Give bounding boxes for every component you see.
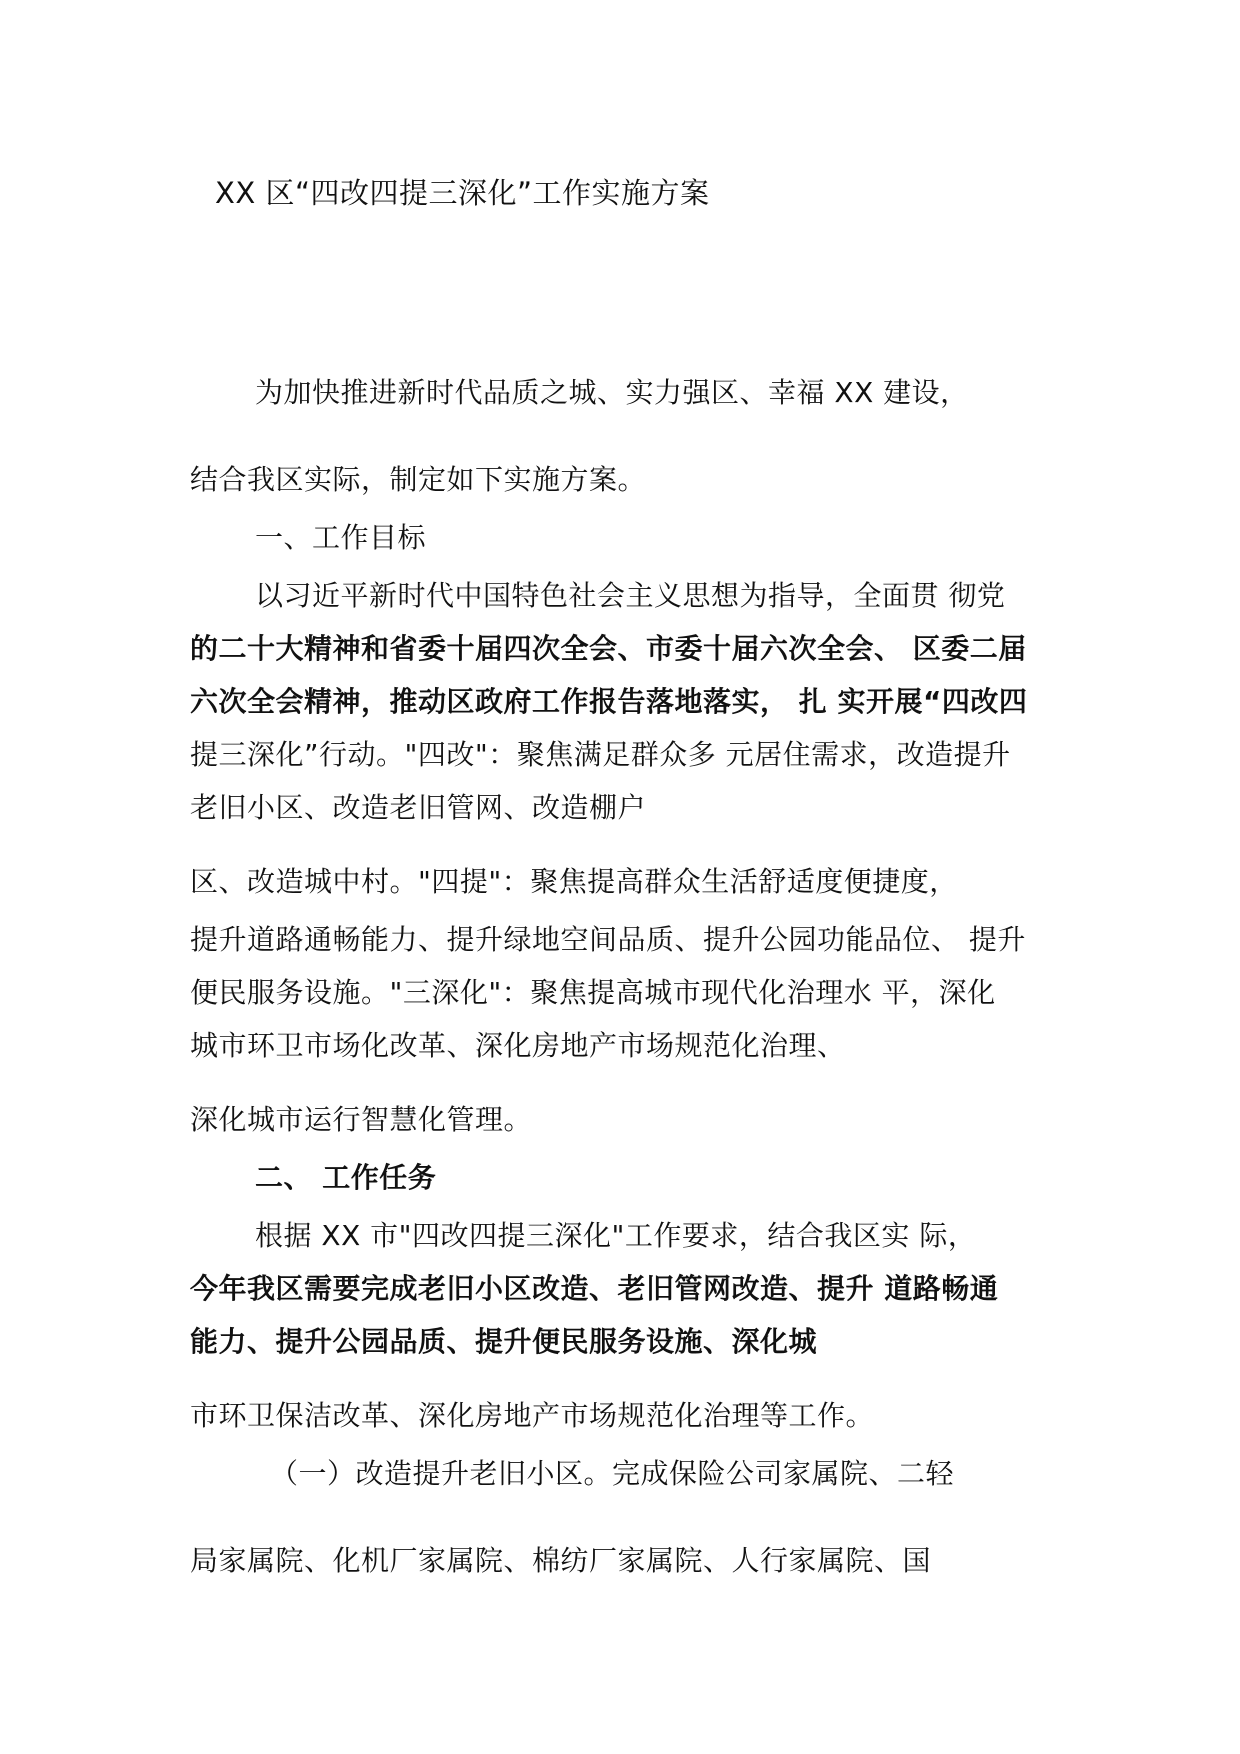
paragraph-line: 深化城市运行智慧化管理。 bbox=[190, 1103, 533, 1136]
paragraph-line: 以习近平新时代中国特色社会主义思想为指导，全面贯 彻党 bbox=[255, 579, 1006, 612]
paragraph-line: 今年我区需要完成老旧小区改造、老旧管网改造、提升 道路畅通 bbox=[190, 1272, 999, 1305]
paragraph-line: 便民服务设施。"三深化"：聚焦提高城市现代化治理水 平，深化 bbox=[190, 976, 996, 1009]
paragraph-line: 六次全会精神，推动区政府工作报告落地落实， 扎 实开展“四改四 bbox=[190, 685, 1028, 718]
subsection-heading: （一）改造提升老旧小区。完成保险公司家属院、二轻 bbox=[270, 1457, 955, 1490]
document-title: XX 区“四改四提三深化”工作实施方案 bbox=[215, 176, 710, 210]
paragraph-line: 为加快推进新时代品质之城、实力强区、幸福 XX 建设， bbox=[255, 376, 969, 409]
section-heading-tasks: 二、 工作任务 bbox=[255, 1161, 437, 1194]
paragraph-line: 城市环卫市场化改革、深化房地产市场规范化治理、 bbox=[190, 1029, 846, 1062]
section-heading-goals: 一、工作目标 bbox=[255, 521, 427, 554]
paragraph-line: 根据 XX 市"四改四提三深化"工作要求，结合我区实 际， bbox=[255, 1219, 977, 1252]
paragraph-line: 局家属院、化机厂家属院、棉纺厂家属院、人行家属院、国 bbox=[190, 1544, 932, 1577]
paragraph-line: 老旧小区、改造老旧管网、改造棚户 bbox=[190, 791, 647, 824]
paragraph-line: 的二十大精神和省委十届四次全会、市委十届六次全会、 区委二届 bbox=[190, 632, 1027, 665]
paragraph-line: 能力、提升公园品质、提升便民服务设施、深化城 bbox=[190, 1325, 818, 1358]
paragraph-line: 结合我区实际，制定如下实施方案。 bbox=[190, 463, 647, 496]
paragraph-line: 区、改造城中村。"四提"：聚焦提高群众生活舒适度便捷度， bbox=[190, 865, 958, 898]
paragraph-line: 提升道路通畅能力、提升绿地空间品质、提升公园功能品位、 提升 bbox=[190, 923, 1026, 956]
paragraph-line: 提三深化”行动。"四改"：聚焦满足群众多 元居住需求，改造提升 bbox=[190, 738, 1011, 771]
paragraph-line: 市环卫保洁改革、深化房地产市场规范化治理等工作。 bbox=[190, 1399, 875, 1432]
